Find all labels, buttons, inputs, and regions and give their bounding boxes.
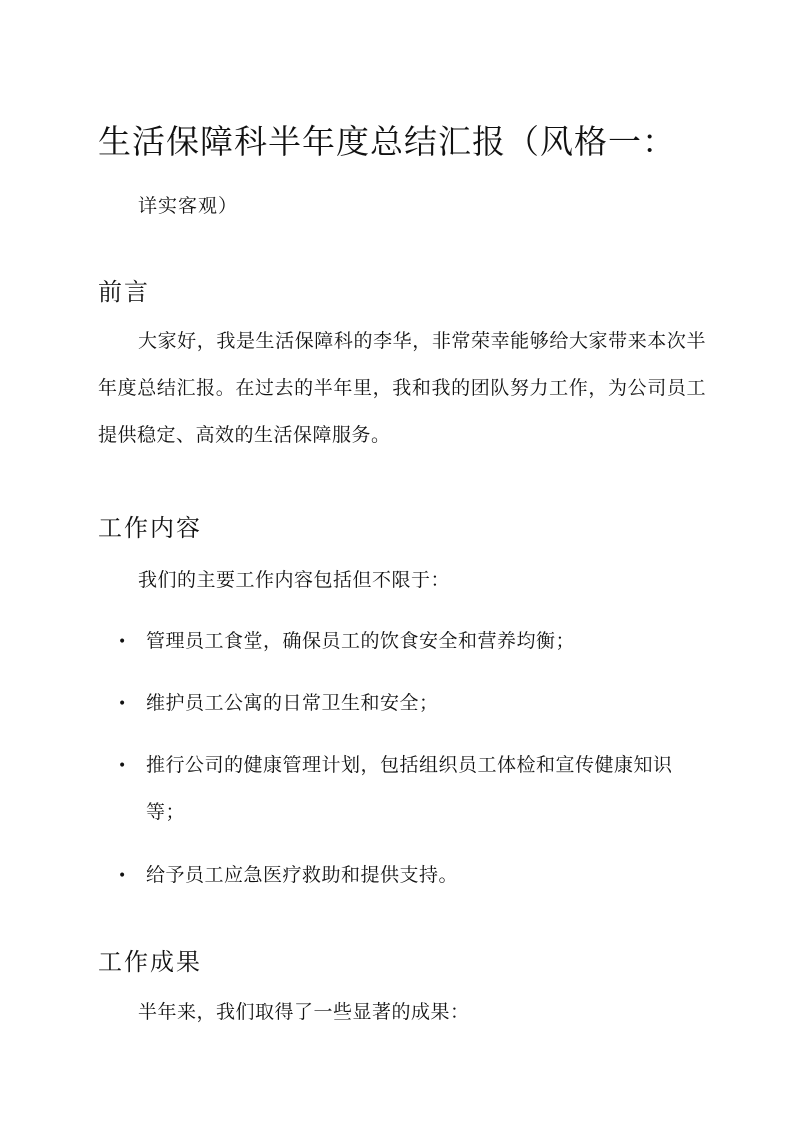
list-item-text: 维护员工公寓的日常卫生和安全； <box>146 692 439 714</box>
document-title-continuation: 详实客观） <box>138 195 239 217</box>
section-heading-work-content: 工作内容 <box>98 513 202 542</box>
document-title: 生活保障科半年度总结汇报（风格一： <box>98 122 676 162</box>
list-item-text: 管理员工食堂，确保员工的饮食安全和营养均衡； <box>146 630 576 652</box>
section-heading-results: 工作成果 <box>98 947 202 976</box>
list-item-text: 推行公司的健康管理计划，包括组织员工体检和宣传健康知识等； <box>146 754 673 823</box>
bullet-icon: • <box>118 634 127 650</box>
work-content-intro: 我们的主要工作内容包括但不限于： <box>138 569 451 591</box>
section-heading-preface: 前言 <box>98 277 150 306</box>
bullet-icon: • <box>118 758 127 774</box>
list-item-text: 给予员工应急医疗救助和提供支持。 <box>146 864 459 886</box>
bullet-icon: • <box>118 696 127 712</box>
preface-paragraph: 大家好，我是生活保障科的李华，非常荣幸能够给大家带来本次半年度总结汇报。在过去的半年里，我和我的团队努力工作，为公司员工提供稳定、高效的生活保障服务。 <box>98 330 706 446</box>
bullet-icon: • <box>118 868 127 884</box>
results-intro: 半年来，我们取得了一些显著的成果： <box>138 1001 470 1023</box>
